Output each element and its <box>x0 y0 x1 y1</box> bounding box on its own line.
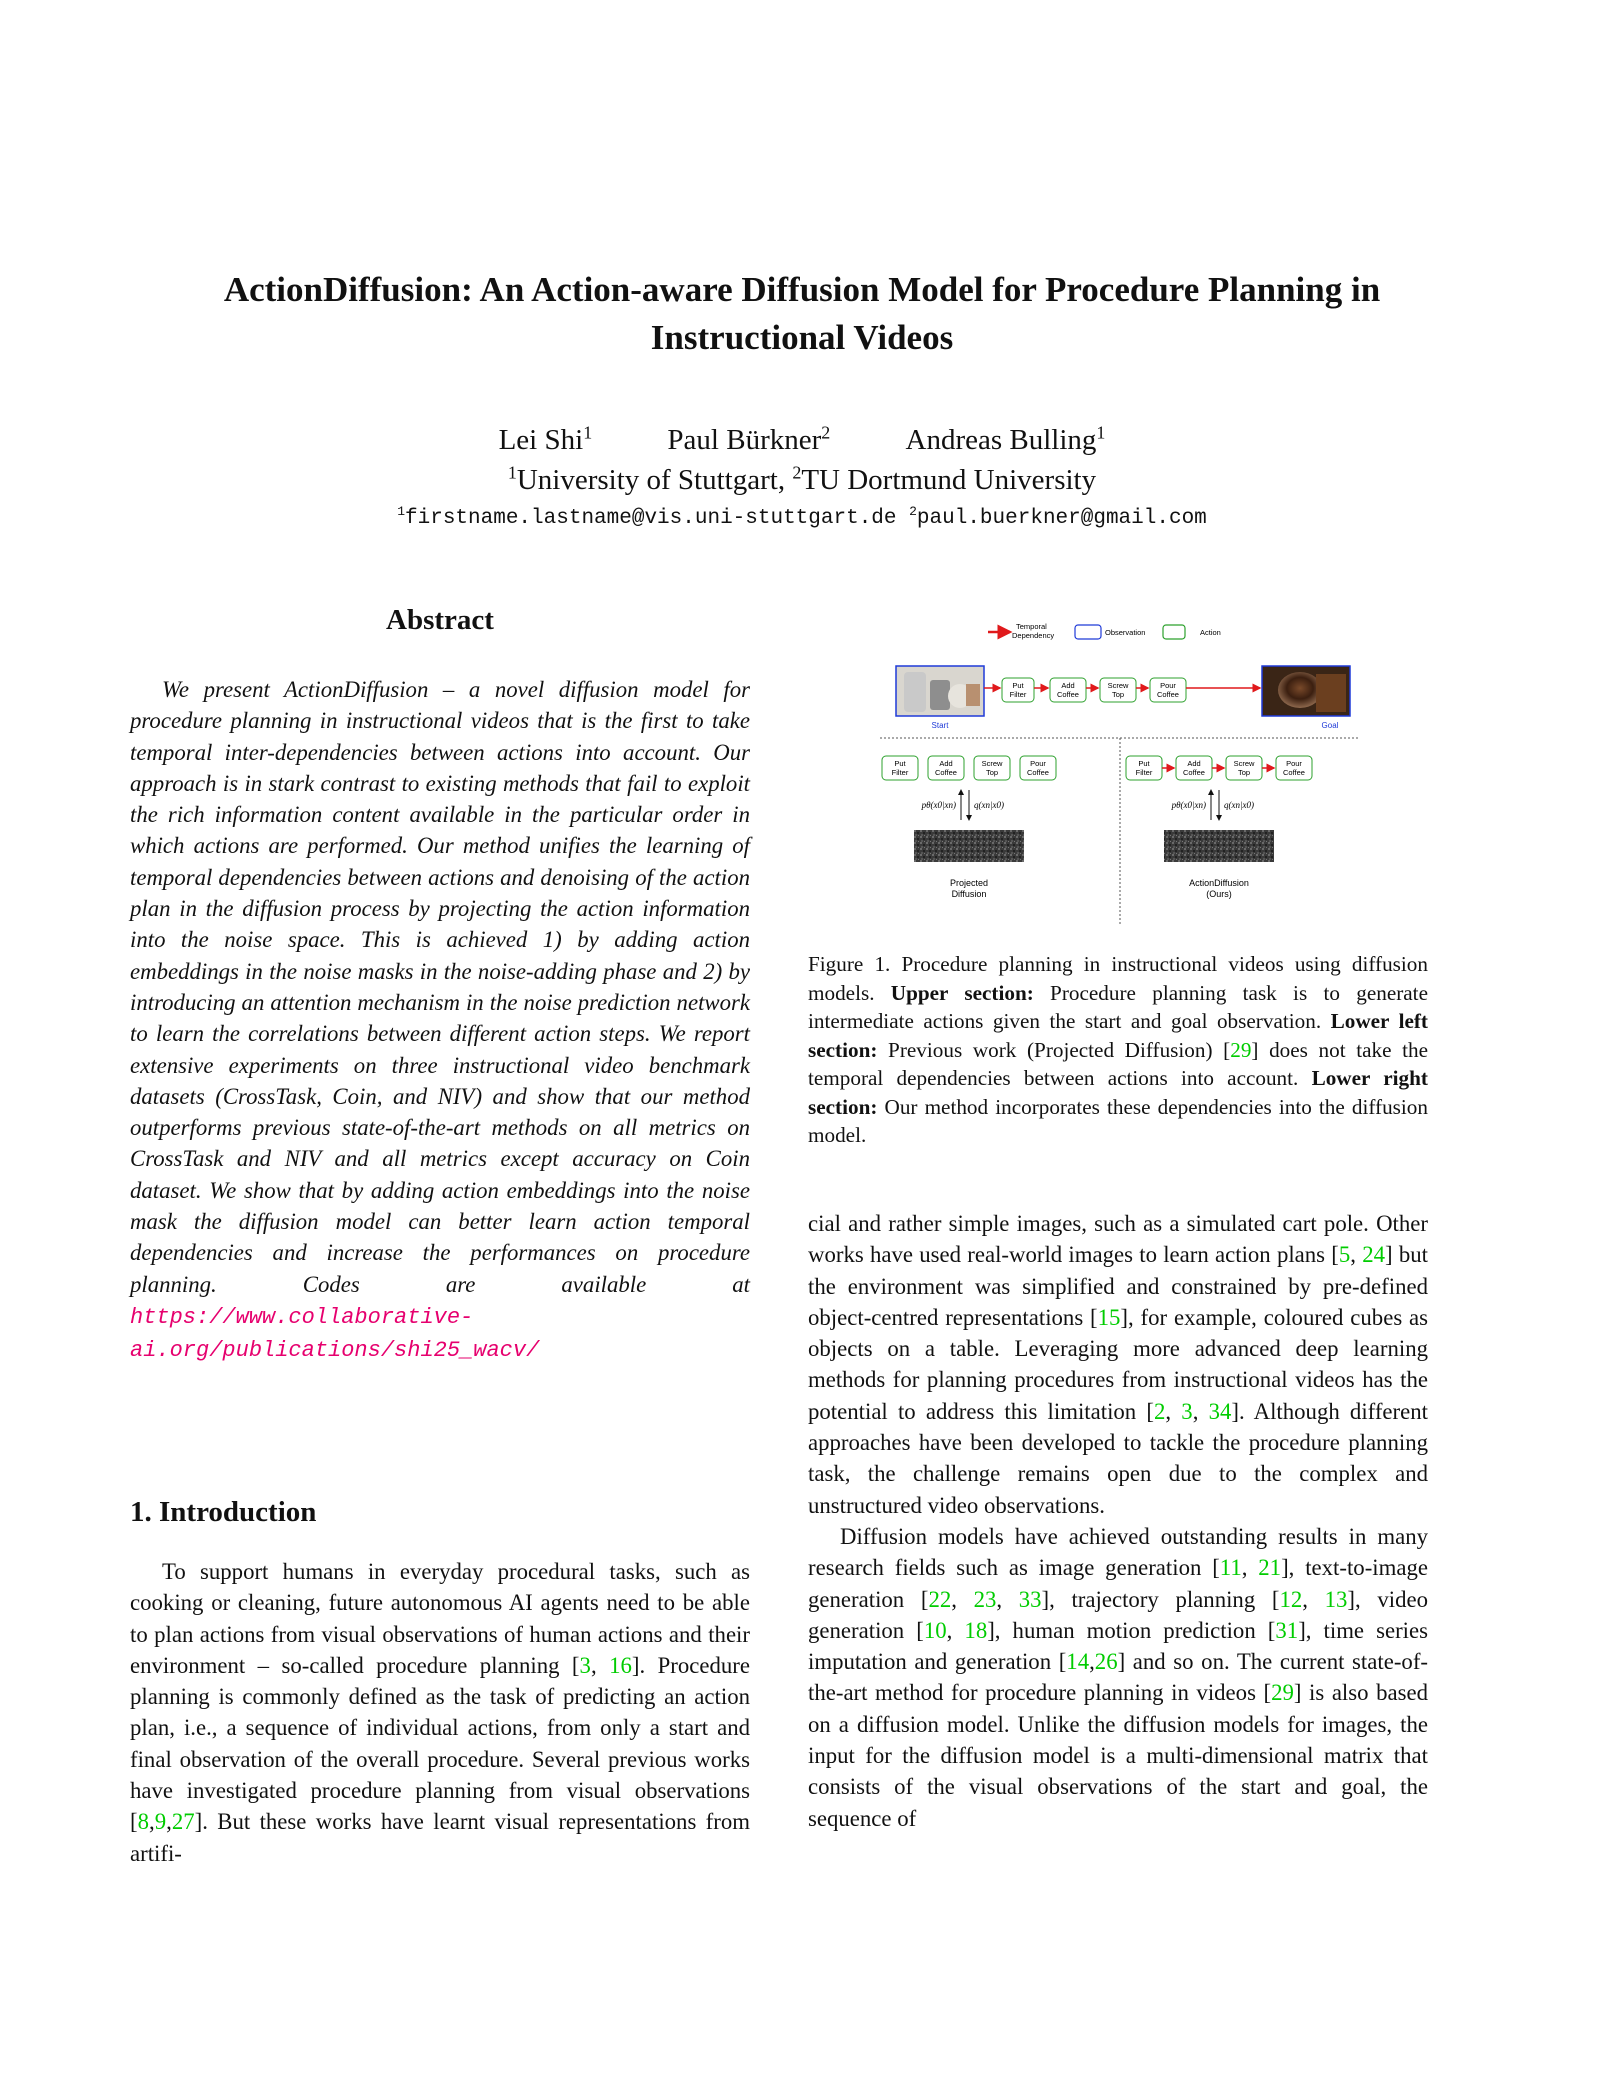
introduction-heading: 1. Introduction <box>130 1496 317 1528</box>
method-label: ActionDiffusion <box>1189 878 1249 888</box>
method-label: Diffusion <box>951 889 987 899</box>
introduction-paragraph: To support humans in everyday procedural tasks, such as cooking or cleaning, future autonomous AI agents need to be able to plan actions from visual observations of human actions and their environment – so-called procedure planning [3, 16]. Procedure planning is commonly defined as the task of predicting an action plan, i.e., a sequence of individual actions, from only a start and final observation of the overall procedure. Several previous works have investigated procedure planning from visual observations [8,9,27]. But these works have learnt visual representations from artifi- <box>130 1559 750 1866</box>
svg-text:Put: Put <box>1012 681 1024 690</box>
svg-text:Pour: Pour <box>1286 759 1302 768</box>
reverse-process-formula: pθ(x0|xn) <box>921 800 956 810</box>
svg-text:Top: Top <box>1237 768 1251 777</box>
svg-text:Pour: Pour <box>1160 681 1176 690</box>
svg-text:Coffee: Coffee <box>1157 690 1179 699</box>
right-column-text <box>808 1208 1428 1834</box>
abstract-heading: Abstract <box>386 604 494 636</box>
citation-link[interactable]: 10 <box>923 1617 947 1643</box>
citation-link[interactable]: 22 <box>928 1586 952 1612</box>
svg-text:Add: Add <box>1187 759 1201 768</box>
citation-link[interactable]: 29 <box>1271 1680 1294 1706</box>
citation-link[interactable]: 14 <box>1066 1649 1090 1675</box>
svg-text:Top: Top <box>985 768 999 777</box>
start-label: Start <box>931 721 949 730</box>
citation-link[interactable]: 13 <box>1324 1586 1348 1612</box>
author-emails: $^1$firstname.lastname@vis.uni-stuttgart.de $^2$paul.buerkner@gmail.com <box>397 504 1207 530</box>
noise-image <box>914 830 1024 862</box>
citation-link[interactable]: 8 <box>137 1809 149 1835</box>
method-label: Projected <box>949 878 989 888</box>
goal-observation-image <box>1262 666 1350 716</box>
svg-text:Filter: Filter <box>1135 768 1153 777</box>
abstract-text: We present ActionDiffusion – a novel diffusion model for procedure planning in instructional videos that is the first to take temporal inter-dependencies between actions into account. Our approach is in stark contrast to existing methods that fail to exploit the rich information content available in the particular order in which actions are performed. Our method unifies the learning of temporal dependencies between actions and denoising of the action plan in the diffusion process by projecting the action information into the noise space. This is achieved 1) by adding action embeddings in the noise masks in the noise-adding phase and 2) by introducing an attention mechanism in the noise prediction network to learn the correlations between different action steps. We report extensive experiments on three instructional video benchmark datasets (CrossTask, Coin, and NIV) and show that our method outperforms previous state-of-the-art methods on all metrics on CrossTask and NIV and all metrics except accuracy on Coin dataset. We show that by adding action embeddings into the noise mask the diffusion model can better learn action temporal dependencies and increase the performances on procedure planning. Codes are available at https://www.collaborative-ai.org/publications/shi25_wacv/ <box>130 677 750 1364</box>
svg-text:Screw: Screw <box>981 759 1003 768</box>
legend-action-box <box>1163 625 1185 639</box>
citation-link[interactable]: 26 <box>1094 1649 1118 1675</box>
legend-observation-box <box>1075 625 1101 639</box>
svg-text:Add: Add <box>939 759 953 768</box>
citation-link[interactable]: 23 <box>973 1586 997 1612</box>
citation-link[interactable]: 3 <box>1181 1398 1193 1424</box>
citation-link[interactable]: 16 <box>609 1652 632 1678</box>
svg-text:Coffee: Coffee <box>1027 768 1049 777</box>
svg-text:Filter: Filter <box>1009 690 1027 699</box>
author-list <box>0 420 1604 460</box>
legend-observation: Observation <box>1105 628 1146 637</box>
svg-text:Put: Put <box>894 759 906 768</box>
citation-link[interactable]: 5 <box>1338 1242 1351 1268</box>
svg-text:Top: Top <box>1111 690 1125 699</box>
legend-temporal: Temporal <box>1016 622 1047 631</box>
svg-text:Screw: Screw <box>1107 681 1129 690</box>
paragraph: Diffusion models have achieved outstanding results in many research fields such as image generation [11, 21], text-to-image generation [22, 23, 33], trajectory planning [12, 13], video generation [10, 18], human motion prediction [31], time series imputation and generation [14,26] and so on. The current state-of-the-art method for procedure planning in videos [29] is also based on a diffusion model. Unlike the diffusion models for images, the input for the diffusion model is a multi-dimensional matrix that consists of the visual observations of the start and goal, the sequence of <box>808 1523 1429 1831</box>
citation-link[interactable]: 21 <box>1258 1555 1282 1581</box>
citation-link[interactable]: 27 <box>171 1809 195 1835</box>
svg-text:Put: Put <box>1138 759 1150 768</box>
svg-text:Coffee: Coffee <box>1283 768 1305 777</box>
svg-text:q(xn|x0): q(xn|x0) <box>1224 800 1254 810</box>
citation-link[interactable]: 2 <box>1154 1398 1166 1424</box>
start-observation-image <box>896 666 984 716</box>
citation-link[interactable]: 15 <box>1097 1304 1121 1330</box>
citation-link[interactable]: 29 <box>1230 1037 1252 1062</box>
svg-text:Pour: Pour <box>1030 759 1046 768</box>
goal-label: Goal <box>1321 721 1339 730</box>
citation-link[interactable]: 34 <box>1208 1398 1232 1424</box>
svg-text:Filter: Filter <box>891 768 909 777</box>
svg-text:pθ(x0|xn): pθ(x0|xn) <box>1171 800 1206 810</box>
citation-link[interactable]: 11 <box>1219 1555 1242 1581</box>
affiliations: $^1$University of Stuttgart, $^2$TU Dortmund University <box>507 462 1097 496</box>
legend-temporal: Dependency <box>1012 631 1055 640</box>
svg-text:Coffee: Coffee <box>935 768 957 777</box>
svg-text:Screw: Screw <box>1233 759 1255 768</box>
method-label: (Ours) <box>1206 889 1232 899</box>
svg-text:Coffee: Coffee <box>1057 690 1079 699</box>
citation-link[interactable]: 3 <box>579 1652 591 1678</box>
figure-caption: Figure 1. Procedure planning in instructional videos using diffusion models. Upper section: Procedure planning task is to generate intermediate actions given the start and goal observation. Lower left section: Previous work (Projected Diffusion) [29] does not take the temporal dependencies between actions into account. Lower right section: Our method incorporates these dependencies into the diffusion model. <box>808 952 1428 1147</box>
svg-text:Coffee: Coffee <box>1183 768 1205 777</box>
author: Andreas Bulling$^1$ <box>905 422 1106 456</box>
citation-link[interactable]: 9 <box>154 1809 167 1835</box>
citation-link[interactable]: 33 <box>1018 1586 1042 1612</box>
paragraph: cial and rather simple images, such as a simulated cart pole. Other works have used real-world images to learn action plans [5, 24] but the environment was simplified and constrained by pre-defined object-centred representations [15], for example, coloured cubes as objects on a table. Leveraging more advanced deep learning methods for planning procedures from instructional videos has the potential to address this limitation [2, 3, 34]. Although different approaches have been developed to tackle the procedure planning task, the challenge remains open due to the complex and unstructured video observations. <box>808 1211 1429 1518</box>
citation-link[interactable]: 24 <box>1362 1242 1386 1268</box>
figure-1 <box>860 614 1380 934</box>
author: Paul Bürkner$^2$ <box>667 422 831 456</box>
citation-link[interactable]: 18 <box>964 1617 988 1643</box>
citation-link[interactable]: 31 <box>1275 1617 1299 1643</box>
legend-action: Action <box>1200 628 1221 637</box>
svg-text:Add: Add <box>1061 681 1075 690</box>
citation-link[interactable]: 12 <box>1279 1586 1303 1612</box>
paper-title: ActionDiffusion: An Action-aware Diffusion Model for Procedure Planning in Instructional Videos <box>223 270 1381 357</box>
code-link[interactable]: https://www.collaborative-ai.org/publications/shi25_wacv/ <box>130 1304 540 1364</box>
author: Lei Shi$^1$ <box>498 422 593 456</box>
forward-process-formula: q(xn|x0) <box>974 800 1004 810</box>
